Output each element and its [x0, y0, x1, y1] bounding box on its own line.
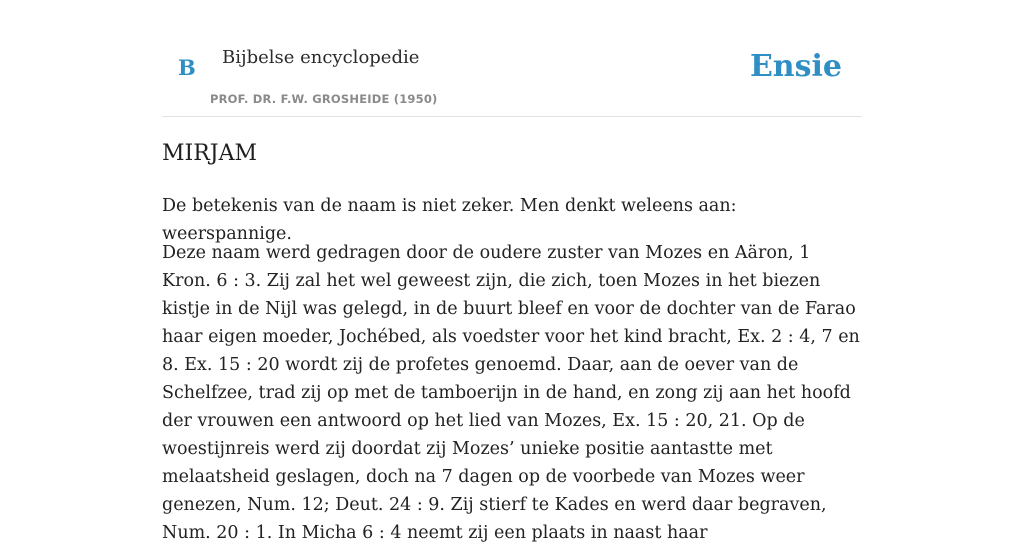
page: [162, 0, 862, 543]
ensie-logo[interactable]: Ensie: [749, 49, 842, 84]
article-paragraph-1: De betekenis van de naam is niet zeker. Men denkt weleens aan: weerspannige.: [162, 196, 737, 244]
header: [162, 0, 862, 117]
encyclopedia-logo[interactable]: B: [178, 55, 196, 80]
author-label: PROF. DR. F.W. GROSHEIDE (1950): [210, 92, 438, 106]
encyclopedia-title[interactable]: Bijbelse encyclopedie: [222, 47, 420, 68]
entry-title: MIRJAM: [162, 141, 258, 166]
article-paragraph-2: Deze naam werd gedragen door de oudere zuster van Mozes en Aäron, 1 Kron. 6 : 3. Zij zal het wel geweest zijn, die zich, toen Mozes in het biezen kistje in de Nijl was gelegd, in de buurt bleef en voor de dochter van de Farao haar eigen moeder, Jochébed, als voedster voor het kind bracht, Ex. 2 : 4, 7 en 8. Ex. 15 : 20 wordt zij de profetes genoemd. Daar, aan de oever van de Schelfzee, trad zij op met de tamboerijn in de hand, en zong zij aan het hoofd der vrouwen een antwoord op het lied van Mozes, Ex. 15 : 20, 21. Op de woestijnreis werd zij doordat zij Mozes’ unieke positie aantastte met melaatsheid geslagen, doch na 7 dagen op de voorbede van Mozes weer genezen, Num. 12; Deut. 24 : 9. Zij stierf te Kades en werd daar begraven, Num. 20 : 1. In Micha 6 : 4 neemt zij een plaats in naast haar: [162, 243, 860, 543]
